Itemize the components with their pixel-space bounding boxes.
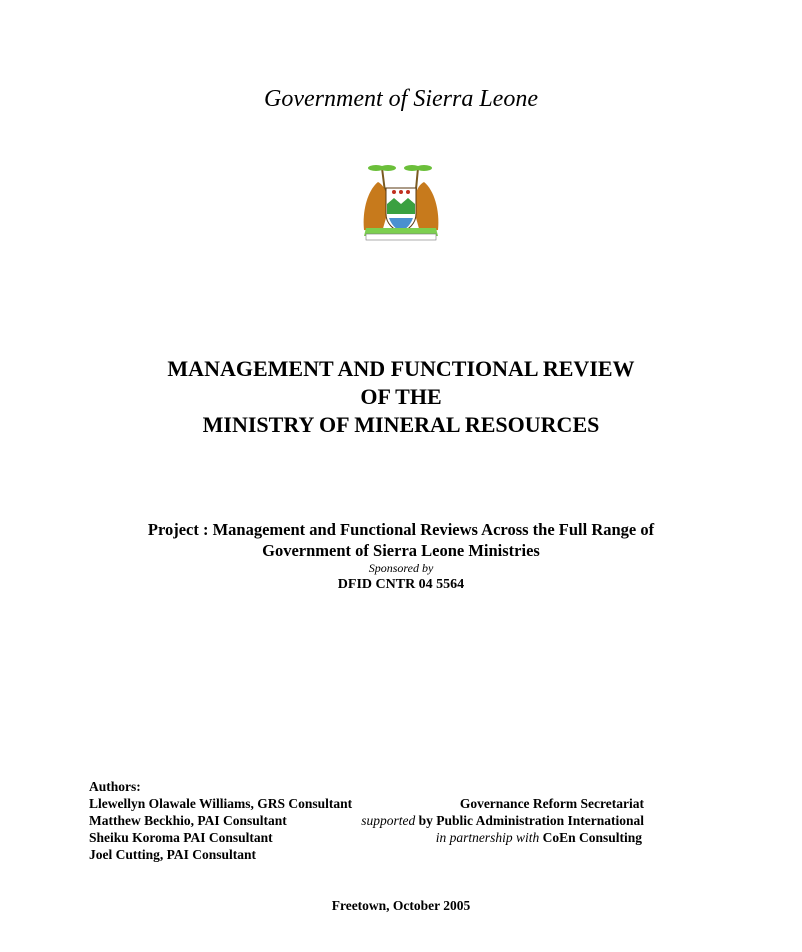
partnership-text: in partnership with bbox=[435, 830, 540, 845]
government-title: Government of Sierra Leone bbox=[264, 86, 538, 112]
place-date: Freetown, October 2005 bbox=[331, 898, 471, 913]
coen-text: CoEn Consulting bbox=[539, 830, 642, 845]
coat-of-arms-icon bbox=[360, 160, 442, 242]
title-line-2: OF THE bbox=[360, 384, 442, 409]
sponsor: DFID CNTR 04 5564 bbox=[337, 577, 465, 592]
title-line-1: MANAGEMENT AND FUNCTIONAL REVIEW bbox=[167, 356, 635, 381]
author: Llewellyn Olawale Williams, GRS Consultant bbox=[89, 796, 353, 811]
project-line-2: Government of Sierra Leone Ministries bbox=[262, 541, 540, 560]
authors-label: Authors: bbox=[89, 779, 141, 794]
supported-text: supported bbox=[361, 813, 416, 828]
author: Sheiku Koroma PAI Consultant bbox=[89, 830, 273, 845]
author: Joel Cutting, PAI Consultant bbox=[89, 847, 257, 862]
organisation-coen bbox=[436, 829, 642, 846]
sponsored-by: Sponsored by bbox=[368, 561, 434, 575]
organisation-grs: Governance Reform Secretariat bbox=[459, 796, 644, 811]
title-line-3: MINISTRY OF MINERAL RESOURCES bbox=[202, 412, 600, 437]
project-line-1: Project : Management and Functional Reviews Across the Full Range of bbox=[147, 520, 655, 539]
author: Matthew Beckhio, PAI Consultant bbox=[89, 813, 287, 828]
pai-text: by Public Administration International bbox=[415, 813, 644, 828]
organisation-pai bbox=[361, 812, 644, 829]
document-title bbox=[0, 355, 802, 439]
